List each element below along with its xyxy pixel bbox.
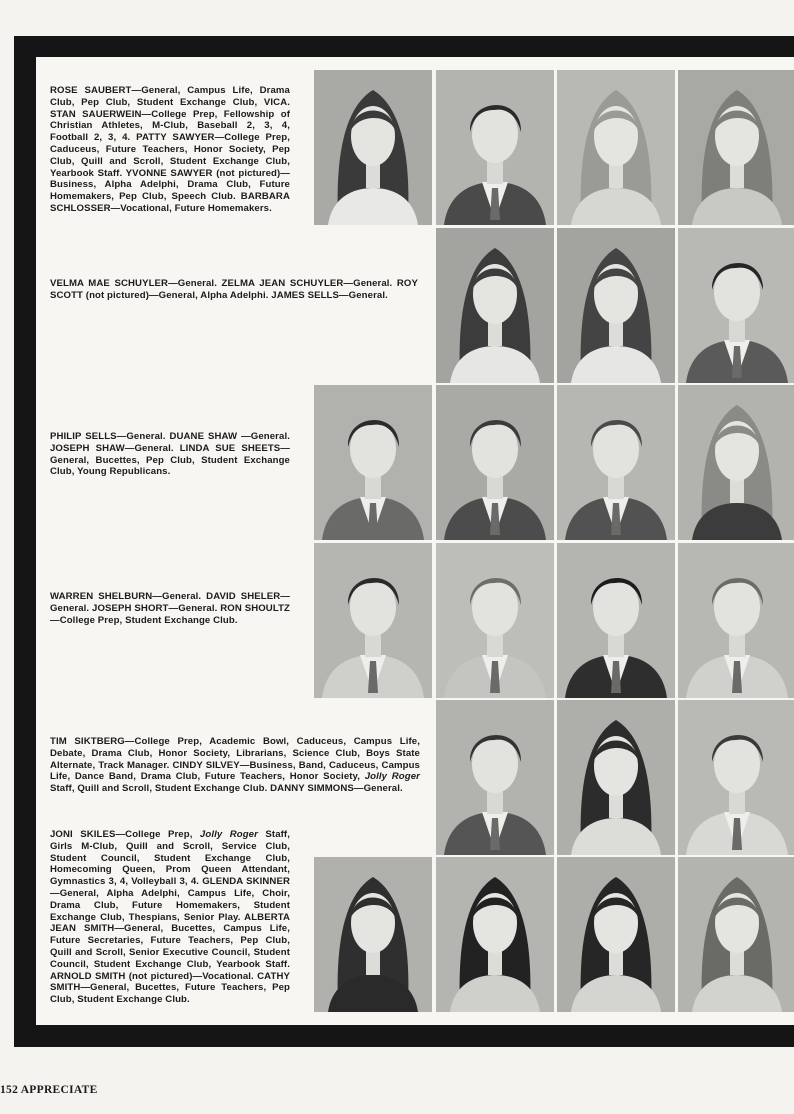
portrait-warren-shelburn bbox=[314, 543, 432, 698]
portrait-philip-sells bbox=[314, 385, 432, 540]
portrait-linda-sue-sheets bbox=[678, 385, 794, 540]
caption-text-run: JONI SKILES—College Prep, bbox=[50, 829, 200, 840]
portrait-silhouette bbox=[314, 385, 432, 540]
portrait-silhouette bbox=[557, 857, 675, 1012]
portrait-tim-siktberg bbox=[436, 700, 554, 855]
portrait-glenda-skinner bbox=[436, 857, 554, 1012]
portrait-silhouette bbox=[678, 857, 794, 1012]
portrait-silhouette bbox=[436, 857, 554, 1012]
portrait-duane-shaw bbox=[436, 385, 554, 540]
portrait-silhouette bbox=[678, 543, 794, 698]
portrait-silhouette bbox=[314, 543, 432, 698]
portrait-silhouette bbox=[436, 700, 554, 855]
portrait-patty-sawyer bbox=[557, 70, 675, 225]
portrait-silhouette bbox=[678, 700, 794, 855]
portrait-rose-saubert bbox=[314, 70, 432, 225]
portrait-silhouette bbox=[678, 385, 794, 540]
caption-italic-run: Jolly Roger bbox=[364, 771, 420, 783]
caption-siktberg-simmons bbox=[50, 736, 420, 795]
caption-text-run: Staff, Quill and Scroll, Student Exchange Club. DANNY SIMMONS—General. bbox=[50, 783, 403, 795]
caption-saubert-schlosser bbox=[50, 85, 290, 215]
portrait-silhouette bbox=[436, 70, 554, 225]
page-folio: 152 APPRECIATE bbox=[0, 1084, 98, 1096]
portrait-silhouette bbox=[678, 228, 794, 383]
portrait-silhouette bbox=[557, 228, 675, 383]
portrait-cindy-silvey bbox=[557, 700, 675, 855]
caption-sells-sheets bbox=[50, 431, 290, 478]
portrait-joni-skiles bbox=[314, 857, 432, 1012]
portrait-silhouette bbox=[557, 543, 675, 698]
portrait-silhouette bbox=[436, 543, 554, 698]
portrait-silhouette bbox=[314, 857, 432, 1012]
portrait-silhouette bbox=[436, 228, 554, 383]
caption-schuyler-sells bbox=[50, 278, 418, 302]
portrait-ron-shoultz bbox=[678, 543, 794, 698]
portrait-zelma-jean-schuyler bbox=[557, 228, 675, 383]
portrait-silhouette bbox=[314, 70, 432, 225]
portrait-cathy-smith bbox=[678, 857, 794, 1012]
portrait-joseph-shaw bbox=[557, 385, 675, 540]
portrait-silhouette bbox=[557, 700, 675, 855]
caption-text-run: TIM SIKTBERG—College Prep, Academic Bowl, Caduceus, Campus Life, Debate, Drama Club, Honor Society, Librarians, Science Club, Boys State Alternate, Track Manager. CINDY SILVEY—Business, Band, Caduceus, Campus Life, Dance Band, Drama Club, Future Teachers, Honor Society, bbox=[50, 736, 420, 783]
caption-shelburn-shoultz bbox=[50, 591, 290, 626]
portrait-stan-sauerwein bbox=[436, 70, 554, 225]
caption-text-run: Staff, Girls M-Club, Quill and Scroll, Service Club, Student Council, Student Exchange Club, Homecoming Queen, Prom Queen Attendant, Gymnastics 3, 4, Volleyball 3, 4. GLENDA SKINNER—General, Alpha Adelphi, Campus Life, Choir, Drama Club, Future Homemakers, Student Exchange Club, Thespians, Senior Play. ALBERTA JEAN SMITH—General, Bucettes, Campus Life, Future Secretaries, Future Teachers, Pep Club, Quill and Scroll, Senior Executive Council, Student Council, Student Exchange Club, Yearbook Staff. ARNOLD SMITH (not pictured)—Vocational. CATHY SMITH—General, Bucettes, Future Teachers, Pep Club, Student Exchange Club. bbox=[50, 829, 290, 1006]
caption-text-run: PHILIP SELLS—General. DUANE SHAW —General. JOSEPH SHAW—General. LINDA SUE SHEETS—General, Bucettes, Pep Club, Student Exchange Club, Young Republicans. bbox=[50, 431, 290, 478]
caption-skiles-smith bbox=[50, 829, 290, 1006]
portrait-barbara-schlosser bbox=[678, 70, 794, 225]
portrait-silhouette bbox=[557, 70, 675, 225]
portrait-silhouette bbox=[436, 385, 554, 540]
portrait-alberta-jean-smith bbox=[557, 857, 675, 1012]
caption-text-run: WARREN SHELBURN—General. DAVID SHELER—General. JOSEPH SHORT—General. RON SHOULTZ—College Prep, Student Exchange Club. bbox=[50, 591, 290, 626]
portrait-danny-simmons bbox=[678, 700, 794, 855]
caption-italic-run: Jolly Roger bbox=[199, 829, 258, 840]
portrait-velma-mae-schuyler bbox=[436, 228, 554, 383]
portrait-silhouette bbox=[678, 70, 794, 225]
caption-text-run: VELMA MAE SCHUYLER—General. ZELMA JEAN SCHUYLER—General. ROY SCOTT (not pictured)—General, Alpha Adelphi. JAMES SELLS—General. bbox=[50, 278, 418, 301]
portrait-james-sells bbox=[678, 228, 794, 383]
portrait-silhouette bbox=[557, 385, 675, 540]
caption-text-run: ROSE SAUBERT—General, Campus Life, Drama Club, Pep Club, Student Exchange Club, VICA. STAN SAUERWEIN—College Prep, Fellowship of Christian Athletes, M-Club, Baseball 2, 3, 4, Football 2, 3, 4. PATTY SAWYER—College Prep, Caduceus, Future Teachers, Honor Society, Pep Club, Quill and Scroll, Student Exchange Club, Yearbook Staff. YVONNE SAWYER (not pictured)—Business, Alpha Adelphi, Drama Club, Future Homemakers, Pep Club, Speech Club. BARBARA SCHLOSSER—Vocational, Future Homemakers. bbox=[50, 85, 290, 214]
portrait-joseph-short bbox=[557, 543, 675, 698]
portrait-david-sheler bbox=[436, 543, 554, 698]
